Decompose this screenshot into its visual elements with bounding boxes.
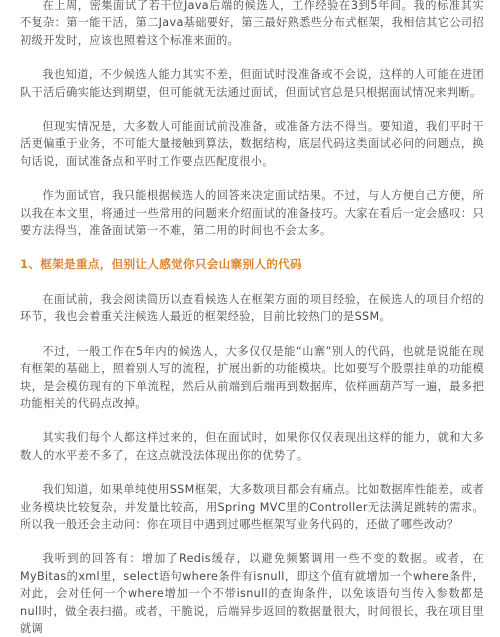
section-paragraph-2: 不过，一般工作在5年内的候选人，大多仅仅是能“山寨”别人的代码，也就是说能在现有框架的基础上，照着别人写的流程，扩展出新的功能模块。比如要写个股票挂单的功能模块，是会模仿现有的下单流程，然后从前端到后端再到数据库，依样画葫芦写一遍，最多把功能相关的代码点改掉。 [20, 344, 484, 410]
section-paragraph-3: 其实我们每个人都这样过来的，但在面试时，如果你仅仅表现出这样的能力，就和大多数人的水平差不多了，在这点就没法体现出你的优势了。 [20, 431, 484, 462]
section-paragraph-5: 我听到的回答有：增加了Redis缓存，以避免频繁调用一些不变的数据。或者，在MyBitas的xml里，select语句where条件有isnull，即这个值有就增加一个where条件，对此，会对任何一个where增加一个不带isnull的查询条件，以免该语句当传入参数都是null时，做全表扫描。或者，干脆说，后端异步返回的数据量很大，时间很长，我在项目里就调 [20, 552, 484, 635]
section-heading: 1、框架是重点，但别让人感觉你只会山寨别人的代码 [20, 257, 302, 272]
section-paragraph-4: 我们知道，如果单纯使用SSM框架，大多数项目都会有痛点。比如数据库性能差，或者业务模块比较复杂，并发量比较高，用Spring MVC里的Controller无法满足跳转的需求。所以我一般还会主动问：你在项目中遇到过哪些框架写业务代码的，还做了哪些改动？ [20, 483, 484, 531]
intro-paragraph-3: 但现实情况是，大多数人可能面试前没准备，或准备方法不得当。要知道，我们平时干活更偏重于业务，不可能大量接触到算法，数据结构，底层代码这类面试必问的问题点，换句话说，面试准备点和平时工作要点匹配度很小。 [20, 120, 484, 168]
intro-paragraph-2: 我也知道，不少候选人能力其实不差，但面试时没准备或不会说，这样的人可能在进团队干活后确实能达到期望，但可能就无法通过面试，但面试官总是只根据面试情况来判断。 [20, 68, 484, 99]
section-paragraph-1: 在面试前，我会阅读简历以查看候选人在框架方面的项目经验，在候选人的项目介绍的环节，我也会着重关注候选人最近的框架经验，目前比较热门的是SSM。 [20, 292, 484, 324]
intro-paragraph-4: 作为面试官，我只能根据候选人的回答来决定面试结果。不过，与人方便自己方便，所以我在本文里，将通过一些常用的问题来介绍面试的准备技巧。大家在看后一定会感叹：只要方法得当，准备面试第一不难，第二用的时间也不会太多。 [20, 189, 484, 238]
intro-paragraph-1: 在上周，密集面试了若干位Java后端的候选人，工作经验在3到5年间。我的标准其实不复杂：第一能干活，第二Java基础要好，第三最好熟悉些分布式框架，我相信其它公司招初级开发时，应该也照着这个标准来面的。 [20, 0, 484, 47]
